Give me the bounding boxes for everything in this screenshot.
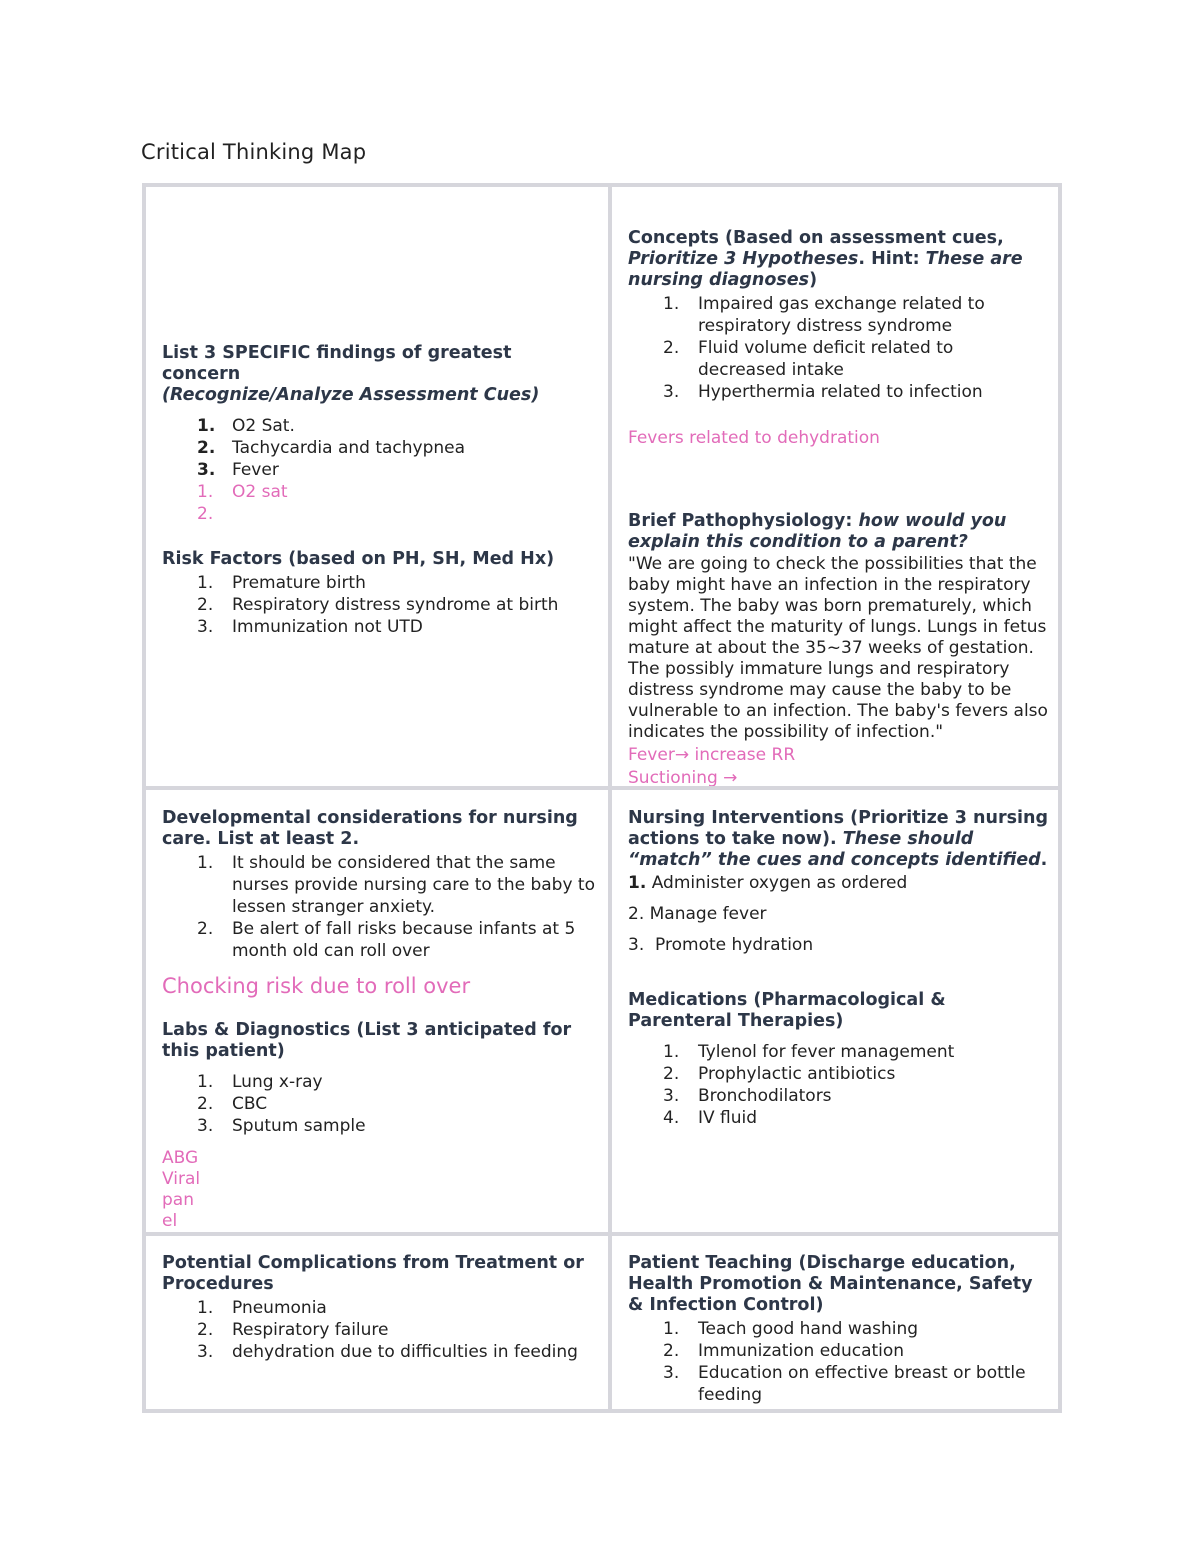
pathophysiology-note-suctioning: Suctioning → [628,768,738,788]
interventions-heading: Nursing Interventions (Prioritize 3 nursing actions to take now). These should “match” the cues and concepts identified. [628,808,1048,870]
concepts-list [663,293,1044,403]
list-item: 2. Immunization education [663,1341,905,1361]
list-item: 2. Manage fever [628,904,767,924]
labs-list [197,1071,602,1137]
pathophysiology-explanation: "We are going to check the possibilities that the baby might have an infection in the respiratory system. The baby was born prematurely, which might affect the maturity of lungs. Lungs in fetus mature at about the 35~37 weeks of gestation. The possibly immature lungs and respiratory distress syndrome may cause the baby to be vulnerable to an infection. The baby's fevers also indicates the possibility of infection." [628,554,1048,742]
list-item: 2. Be alert of fall risks because infants at 5 month old can roll over [197,919,576,961]
list-item: 2. Respiratory distress syndrome at birth [197,595,559,615]
findings-cell [146,187,612,790]
list-item: 1. Pneumonia [197,1298,327,1318]
list-item: 2. Fluid volume deficit related to decreased intake [663,338,954,380]
list-item: 3. Hyperthermia related to infection [663,382,983,402]
risk-factors-heading: Risk Factors (based on PH, SH, Med Hx) [162,549,555,569]
medications-list [663,1041,1048,1129]
list-item: 1. It should be considered that the same nurses provide nursing care to the baby to lessen stranger anxiety. [197,853,595,917]
list-item: 2. CBC [197,1094,268,1114]
teaching-cell [612,1236,1058,1409]
risk-factors-list [197,572,592,638]
development-note: Chocking risk due to roll over [162,974,471,998]
list-item: 3. Bronchodilators [663,1086,832,1106]
list-item: 2. Respiratory failure [197,1320,389,1340]
medications-heading: Medications (Pharmacological & Parenteral Therapies) [628,990,946,1031]
list-item: 1. Lung x-ray [197,1072,323,1092]
development-list [197,852,602,962]
complications-list [197,1297,602,1363]
labs-heading: Labs & Diagnostics (List 3 anticipated for this patient) [162,1020,572,1061]
list-item: 2. Tachycardia and tachypnea [197,438,466,458]
list-item: 1. O2 sat [197,482,288,502]
list-item: 4. IV fluid [663,1108,758,1128]
list-item: 1. Teach good hand washing [663,1319,919,1339]
interventions-cell [612,790,1058,1236]
list-item: 3. dehydration due to difficulties in feeding [197,1342,578,1362]
list-item: 1. Premature birth [197,573,366,593]
teaching-list [663,1318,1048,1406]
pathophysiology-heading: Brief Pathophysiology: how would you explain this condition to a parent? [628,511,1007,552]
page-title: Critical Thinking Map [141,140,367,164]
findings-heading [162,343,592,406]
complications-cell [146,1236,612,1409]
list-item: 3. Education on effective breast or bottle feeding [663,1363,1026,1405]
list-item: 3. Sputum sample [197,1116,366,1136]
critical-thinking-map-grid [142,183,1062,1413]
concepts-heading: Concepts (Based on assessment cues, Prioritize 3 Hypotheses. Hint: These are nursing diagnoses) [628,228,1023,290]
list-item: 3. Promote hydration [628,935,814,955]
labs-note: ABG Viral pan el [162,1148,201,1231]
list-item: 1. Impaired gas exchange related to respiratory distress syndrome [663,294,985,336]
complications-heading: Potential Complications from Treatment or Procedures [162,1253,584,1294]
list-item: 3. Immunization not UTD [197,617,423,637]
findings-heading-sub: (Recognize/Analyze Assessment Cues) [162,385,540,405]
list-item: 1. O2 Sat. [197,416,295,436]
list-item: 3. Fever [197,460,279,480]
pathophysiology-note-fever: Fever→ increase RR [628,745,796,765]
list-item: 1. Administer oxygen as ordered [628,873,908,893]
development-cell [146,790,612,1236]
development-heading: Developmental considerations for nursing care. List at least 2. [162,808,578,849]
teaching-heading: Patient Teaching (Discharge education, Health Promotion & Maintenance, Safety & Infection Control) [628,1253,1033,1315]
list-item: 1. Tylenol for fever management [663,1042,955,1062]
findings-list: 1. O2 Sat. 2. Tachycardia and tachypnea 3. Fever 1. O2 sat 2. [197,415,592,503]
findings-heading-main: List 3 SPECIFIC findings of greatest concern [162,343,512,384]
list-item: 2. Prophylactic antibiotics [663,1064,896,1084]
concepts-note: Fevers related to dehydration [628,428,880,448]
concepts-cell [612,187,1058,790]
